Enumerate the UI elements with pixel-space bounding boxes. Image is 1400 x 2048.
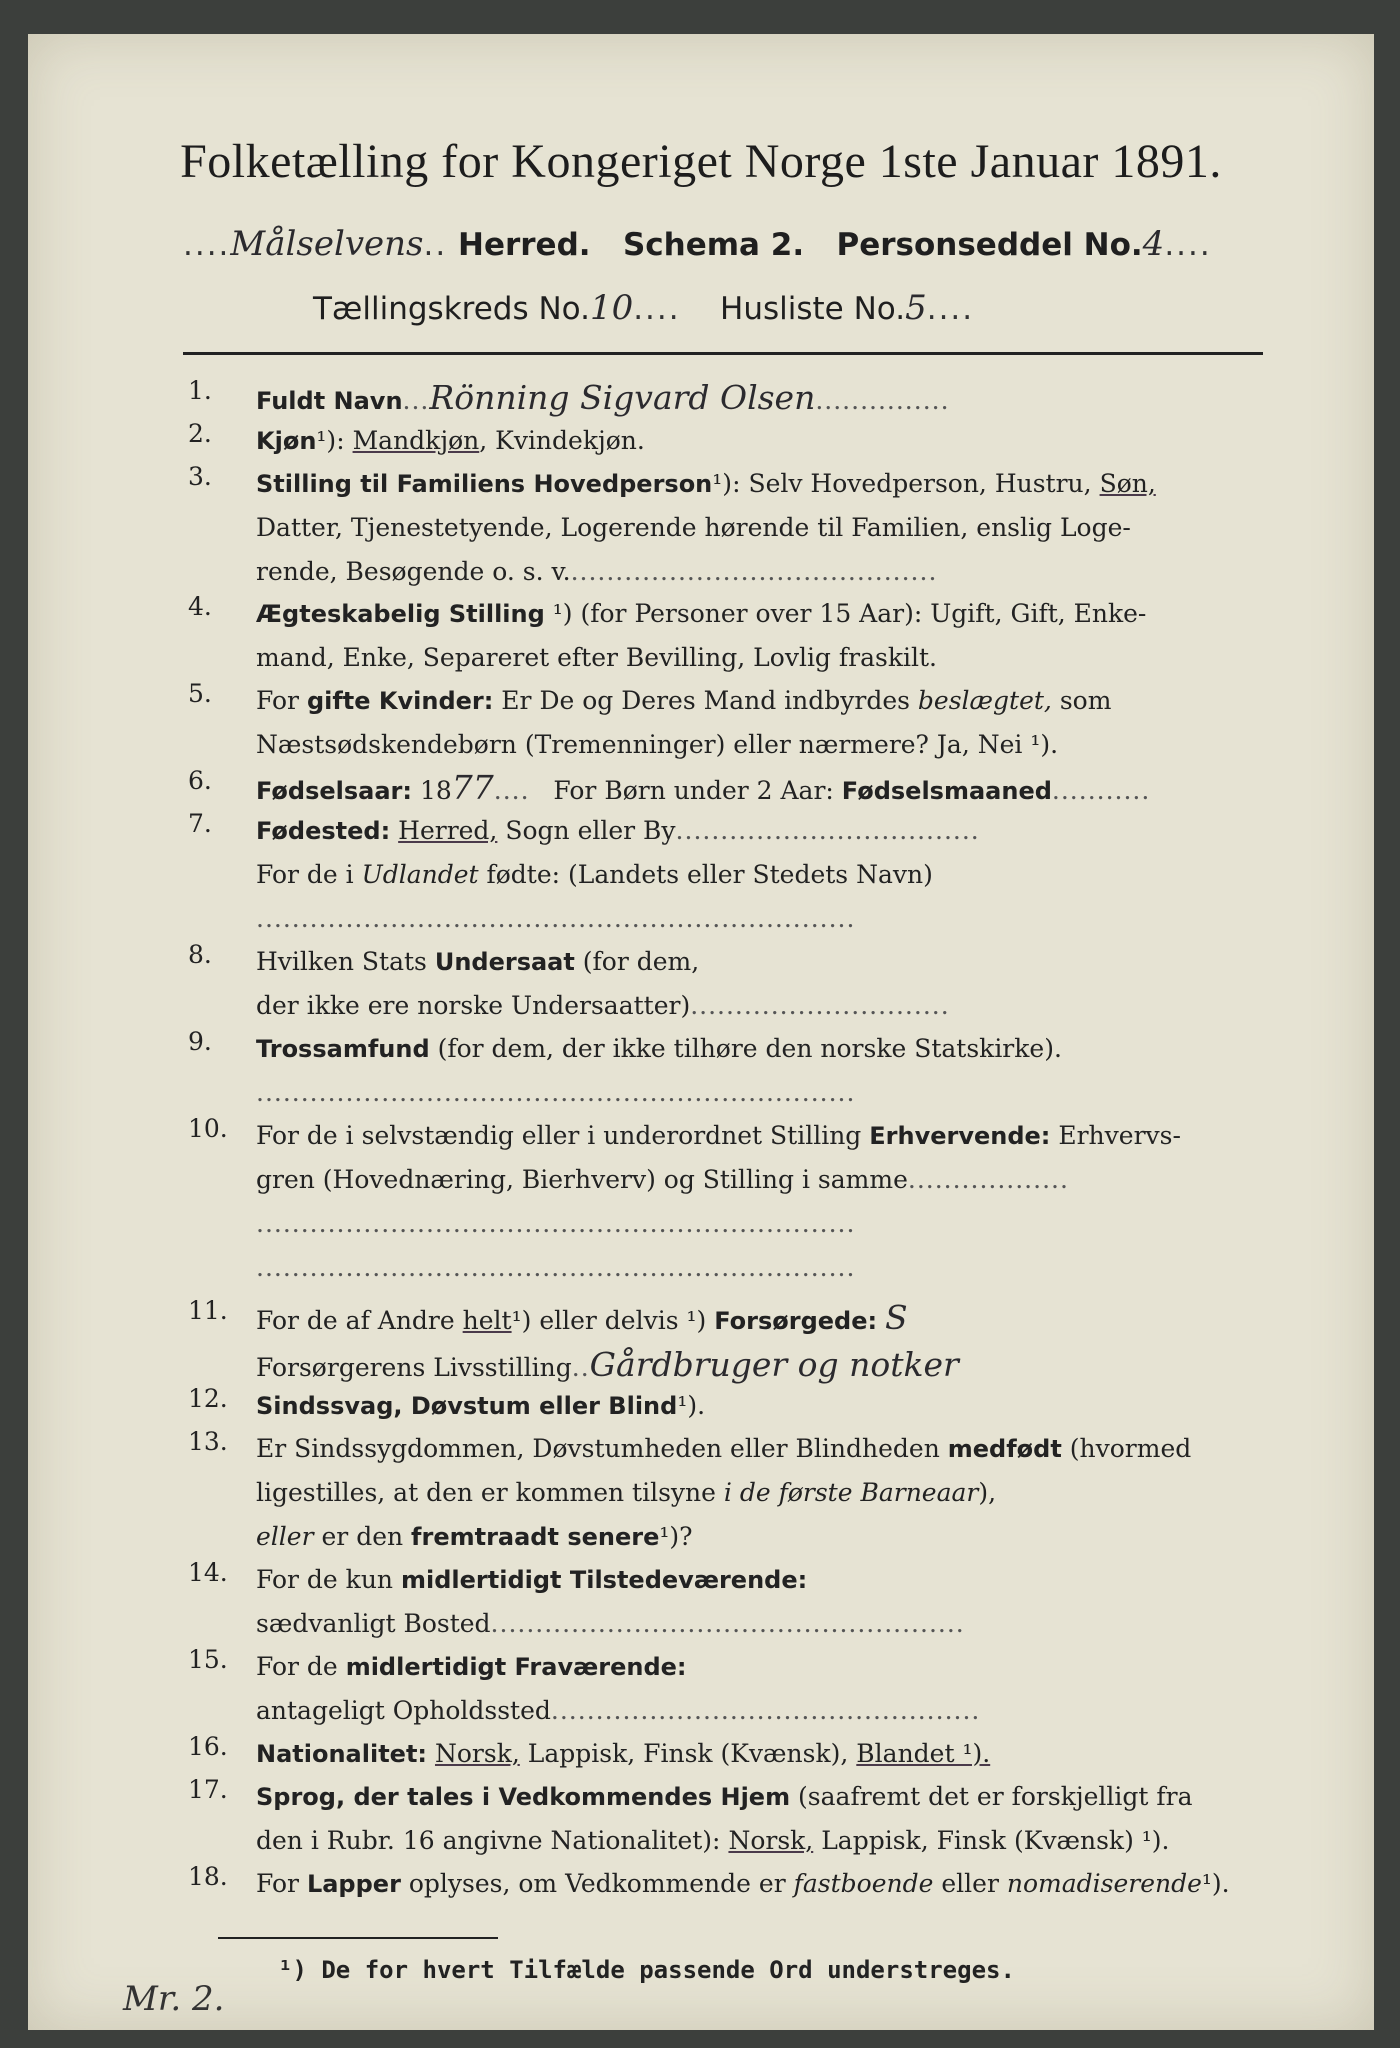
personseddel-value: 4 [1142,224,1165,264]
kreds-label: Tællingskreds No. [313,291,590,327]
footnote-ref: ¹). [677,1391,706,1420]
item-label: Lapper [306,1870,401,1898]
full-name-answer: Rönning Sigvard Olsen [429,378,816,417]
personseddel-label: Personseddel No. [836,227,1143,263]
item-number: 4. [188,592,212,621]
item-text: eller [941,1869,999,1898]
margin-note: Mr. 2. [123,1979,225,2019]
item-text: For de af Andre [256,1306,455,1335]
item-number: 9. [188,1027,212,1056]
item-text: ¹)? [659,1522,693,1551]
item-emphasis: beslægtet, [917,686,1052,715]
item-text: (for dem, [582,947,700,976]
item-text: ¹) eller delvis ¹) [511,1306,707,1335]
item-text: ¹). [1201,1869,1230,1898]
item-number: 2. [188,419,212,448]
item-label: midlertidigt Tilstedeværende: [400,1566,808,1594]
item-text: som [1059,686,1112,715]
item-number: 11. [188,1296,228,1325]
option-mandkjon: Mandkjøn [352,426,480,455]
item-label: Erhvervende: [869,1122,1051,1150]
herred-label: Herred. [458,227,591,263]
item-label: midlertidigt Fraværende: [345,1653,687,1681]
item-number: 14. [188,1558,228,1587]
footnote-rule [218,1937,498,1939]
herred-value: Målselvens [230,224,424,264]
item-label: Fuldt Navn [256,387,403,415]
item-text: For Børn under 2 Aar: [553,776,834,805]
header-rule [183,352,1263,355]
item-text: ligestilles, at den er kommen tilsyne [256,1478,716,1507]
item-text: (saafremt det er forskjelligt fra [798,1782,1193,1811]
item-label: Trossamfund [256,1035,430,1063]
item-text: Næstsødskendebørn (Tremenninger) eller nærmere? Ja, Nei ¹). [256,730,1059,759]
form-title: Folketælling for Kongeriget Norge 1ste Januar 1891. [180,135,1222,188]
item-text: For de [256,1652,338,1681]
footnote: ¹) De for hvert Tilfælde passende Ord understreges. [278,1956,1015,1984]
option-blandet: Blandet ¹). [856,1739,991,1768]
item-text: der ikke ere norske Undersaatter) [256,991,691,1020]
item-number: 7. [188,809,212,838]
item-label: gifte Kvinder: [306,687,494,715]
birth-year-answer: 77 [451,768,494,807]
item-text: ), [978,1478,997,1507]
item-emphasis: Udlandet [361,860,479,889]
item-emphasis: nomadiserende [1006,1869,1202,1898]
item-text: er den [321,1522,404,1551]
item-emphasis: eller [256,1522,314,1551]
kreds-line: Tællingskreds No.10.... Husliste No.5.... [313,288,975,328]
provider-occupation-answer: Gårdbruger og notker [589,1345,959,1384]
item-text: Datter, Tjenestetyende, Logerende hørende til Familien, enslig Loge- [256,513,1131,542]
item-text: For de kun [256,1565,394,1594]
census-form: Folketælling for Kongeriget Norge 1ste Januar 1891. ....Målselvens.. Herred. Schema 2. Personseddel No.4.... Tællingskreds No.10.... Husliste No.5.... 1. Fuldt Navn...Rönning Sigvard Olsen............... 2. Kjøn¹): Mandkjøn, Kvindekjøn. 3. Stilling til Familiens Hovedperson¹): Selv Hovedperson, Hustru, Søn, Datter, Tjenestetyende, Logerende hørende til Familien, enslig Loge- rende, Besøgende o. s. v.......................................... 4. Ægteskabelig Stilling ¹) (for Personer over 15 Aar): Ugift, Gift, Enke- mand, Enke, Separeret efter Bevilling, Lovlig fraskilt. 5. For gifte Kvinder: Er De og Deres Mand indbyrdes beslægtet, som Næstsødskendebørn (Tremenninger) eller nærmere? Ja, Nei ¹). 6. Fødselsaar: 1877.... For Børn under 2 Aar: Fødselsmaaned........... 7. Fødested: Herred, Sogn eller By.................................. For de i Udlandet fødte: (Landets eller Stedets Navn) ................................................................... 8. Hvilken Stats Undersaat (for dem, der ikke ere norske Undersaatter)............................. 9. Trossamfund (for dem, der ikke tilhøre den norske Statskirke). ................................................................... 10. For de i selvstændig eller i underordnet Stilling Erhvervende: Erhvervs- gren (Hovednæring, Bierhverv) og Stilling i samme.................. ................................................................... ................................................................... 11. For de af Andre helt¹) eller delvis ¹) Forsørgede: S Forsørgerens Livsstilling..Gårdbruger og notker 12. Sindssvag, Døvstum eller Blind¹). 13. Er Sindssygdommen, Døvstumheden eller Blindheden medfødt (hvormed ligestilles, at den er kommen tilsyne i de første Barneaar), eller er den fremtraadt senere¹)? 14. For de kun midlertidigt Tilstedeværende: sædvanligt Bosted..................................................... 15. For de midlertidigt Fraværende: antageligt Opholdssted................................................ 16. Nationalitet: Norsk, Lappisk, Finsk (Kvænsk), Blandet ¹). 17. Sprog, der tales i Vedkommendes Hjem (saafremt det er forskjelligt fra den i Rubr. 16 angivne Nationalitet): Norsk, Lappisk, Finsk (Kvænsk) ¹). 18. For Lapper oplyses, om Vedkommende er fastboende eller nomadiserende¹). ¹) De for hvert Tilfælde passende Ord understreges. Mr. 2. [28,34,1374,2030]
item-text: sædvanligt Bosted [256,1609,491,1638]
item-text: Forsørgerens Livsstilling [256,1353,572,1382]
item-text: For [256,686,299,715]
item-text: rende, Besøgende o. s. v. [256,557,571,586]
item-label: Kjøn [256,427,317,455]
item-label: Sprog, der tales i Vedkommendes Hjem [256,1783,791,1811]
item-text: (for dem, der ikke tilhøre den norske Statskirke). [437,1034,1062,1063]
item-label: Sindssvag, Døvstum eller Blind [256,1392,678,1420]
item-number: 1. [188,376,212,405]
item-label: Nationalitet: [256,1740,428,1768]
item-text: (hvormed [1069,1434,1192,1463]
item-text: (for Personer over 15 Aar): Ugift, Gift, Enke- [580,599,1147,628]
item-number: 13. [188,1427,228,1456]
item-number: 18. [188,1862,228,1891]
herred-line: ....Målselvens.. Herred. Schema 2. Personseddel No.4.... [183,224,1212,264]
kreds-value: 10 [589,288,634,328]
item-text: Er De og Deres Mand indbyrdes [501,686,910,715]
item-label: Fødested: [256,817,391,845]
item-text: Hvilken Stats [256,947,427,976]
item-label-2: fremtraadt senere [411,1523,660,1551]
item-number: 3. [188,462,212,491]
option-norsk-sprog: Norsk, [728,1826,814,1855]
item-label: Stilling til Familiens Hovedperson [256,470,713,498]
item-text: fødte: (Landets eller Stedets Navn) [486,860,933,889]
item-text: Er Sindssygdommen, Døvstumheden eller Blindheden [256,1434,940,1463]
item-text: For de i [256,860,354,889]
option-helt: helt [462,1306,512,1335]
footnote-ref: ¹) [552,599,573,628]
item-number: 8. [188,940,212,969]
item-label: Fødselsaar: [256,777,412,805]
item-number: 5. [188,679,212,708]
option-son: Søn, [1099,469,1156,498]
item-label: Ægteskabelig Stilling [256,600,545,628]
item-text: oplyses, om Vedkommende er [408,1869,786,1898]
item-number: 10. [188,1114,228,1143]
item-text: For [256,1869,299,1898]
item-emphasis: fastboende [793,1869,934,1898]
item-text: mand, Enke, Separeret efter Bevilling, Lovlig fraskilt. [256,643,937,672]
item-label-2: Fødselsmaaned [841,777,1052,805]
item-number: 6. [188,766,212,795]
item-text: Lappisk, Finsk (Kvænsk), [527,1739,849,1768]
item-emphasis: i de første Barneaar [723,1478,979,1507]
item-number: 12. [188,1384,228,1413]
schema-label: Schema 2. [622,227,805,263]
husliste-label: Husliste No. [720,291,906,327]
supported-answer: S [885,1298,908,1337]
item-text: Lappisk, Finsk (Kvænsk) ¹). [821,1826,1170,1855]
footnote-ref: ¹) [712,469,733,498]
item-text: gren (Hovednæring, Bierhverv) og Stilling i samme [256,1165,908,1194]
footnote-ref: ¹) [316,426,337,455]
item-text: For de i selvstændig eller i underordnet Stilling [256,1121,862,1150]
item-number: 17. [188,1775,228,1804]
item-text: Erhvervs- [1058,1121,1181,1150]
item-number: 16. [188,1732,228,1761]
item-text: den i Rubr. 16 angivne Nationalitet): [256,1826,721,1855]
item-label: Undersaat [434,948,575,976]
item-text: Sogn eller By [505,816,676,845]
husliste-value: 5 [905,288,927,328]
item-label: medfødt [947,1435,1062,1463]
option-herred: Herred, [398,816,498,845]
item-number: 15. [188,1645,228,1674]
year-prefix: 18 [419,776,452,805]
option-kvindekjon: Kvindekjøn. [495,426,645,455]
item-text: Selv Hovedperson, Hustru, [748,469,1092,498]
item-label: Forsørgede: [714,1307,878,1335]
option-norsk: Norsk, [434,1739,520,1768]
item-text: antageligt Opholdssted [256,1696,551,1725]
